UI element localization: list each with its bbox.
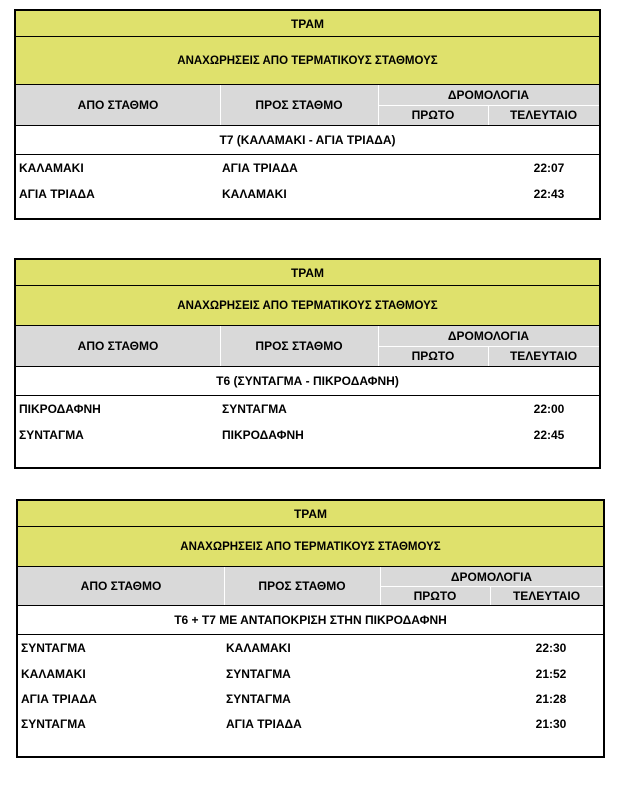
schedule-table-t7	[14, 9, 601, 220]
table-row	[18, 635, 603, 661]
table-subtitle: ΑΝΑΧΩΡΗΣΕΙΣ ΑΠΟ ΤΕΡΜΑΤΙΚΟΥΣ ΣΤΑΘΜΟΥΣ	[18, 527, 603, 567]
col-last-header: ΤΕΛΕΥΤΑΙΟ	[509, 349, 578, 363]
col-last-header: ΤΕΛΕΥΤΑΙΟ	[512, 588, 581, 603]
route-label: Τ7 (ΚΑΛΑΜΑΚΙ - ΑΓΙΑ ΤΡΙΑΔΑ)	[16, 125, 599, 155]
last-time: 22:45	[533, 428, 565, 442]
table-row	[16, 181, 599, 207]
from-station: ΑΓΙΑ ΤΡΙΑΔΑ	[19, 187, 95, 201]
last-time: 21:30	[535, 717, 567, 731]
last-time: 22:43	[533, 187, 565, 201]
table-subtitle: ΑΝΑΧΩΡΗΣΕΙΣ ΑΠΟ ΤΕΡΜΑΤΙΚΟΥΣ ΣΤΑΘΜΟΥΣ	[16, 286, 599, 326]
table-title: ΤΡΑΜ	[16, 260, 599, 286]
col-first-header: ΠΡΩΤΟ	[378, 105, 489, 125]
to-station: ΣΥΝΤΑΓΜΑ	[226, 667, 291, 681]
route-label: Τ6 + Τ7 ΜΕ ΑΝΤΑΠΟΚΡΙΣΗ ΣΤΗΝ ΠΙΚΡΟΔΑΦΝΗ	[18, 605, 603, 635]
from-station: ΣΥΝΤΑΓΜΑ	[21, 717, 86, 731]
col-from-header: ΑΠΟ ΣΤΑΘΜΟ	[18, 567, 225, 605]
col-to-header: ΠΡΟΣ ΣΤΑΘΜΟ	[220, 326, 379, 366]
col-schedules-header: ΔΡΟΜΟΛΟΓΙΑ	[380, 567, 603, 587]
table-row	[16, 396, 599, 422]
table-row	[16, 422, 599, 448]
to-station: ΑΓΙΑ ΤΡΙΑΔΑ	[222, 161, 298, 175]
table-row	[18, 661, 603, 687]
schedule-table-t6	[14, 258, 601, 469]
route-label: Τ6 (ΣΥΝΤΑΓΜΑ - ΠΙΚΡΟΔΑΦΝΗ)	[16, 366, 599, 396]
to-station: ΚΑΛΑΜΑΚΙ	[222, 187, 287, 201]
col-from-header: ΑΠΟ ΣΤΑΘΜΟ	[16, 85, 221, 125]
col-from-header: ΑΠΟ ΣΤΑΘΜΟ	[16, 326, 221, 366]
col-schedules-header: ΔΡΟΜΟΛΟΓΙΑ	[378, 326, 599, 347]
last-time: 22:00	[533, 402, 565, 416]
table-title: ΤΡΑΜ	[18, 501, 603, 527]
col-schedules-header: ΔΡΟΜΟΛΟΓΙΑ	[378, 85, 599, 106]
to-station: ΣΥΝΤΑΓΜΑ	[222, 402, 287, 416]
table-subtitle: ΑΝΑΧΩΡΗΣΕΙΣ ΑΠΟ ΤΕΡΜΑΤΙΚΟΥΣ ΣΤΑΘΜΟΥΣ	[16, 37, 599, 85]
col-to-header: ΠΡΟΣ ΣΤΑΘΜΟ	[220, 85, 379, 125]
col-first-header: ΠΡΩΤΟ	[380, 586, 491, 605]
col-first-header: ΠΡΩΤΟ	[378, 346, 489, 366]
last-time: 21:52	[535, 667, 567, 681]
col-to-header: ΠΡΟΣ ΣΤΑΘΜΟ	[224, 567, 381, 605]
table-header	[16, 326, 599, 366]
to-station: ΣΥΝΤΑΓΜΑ	[226, 692, 291, 706]
table-row	[18, 686, 603, 712]
col-last-header: ΤΕΛΕΥΤΑΙΟ	[509, 108, 578, 122]
table-title: ΤΡΑΜ	[16, 11, 599, 37]
table-row	[16, 155, 599, 181]
to-station: ΠΙΚΡΟΔΑΦΝΗ	[222, 428, 304, 442]
from-station: ΣΥΝΤΑΓΜΑ	[19, 428, 84, 442]
from-station: ΑΓΙΑ ΤΡΙΑΔΑ	[21, 692, 97, 706]
table-row	[18, 711, 603, 737]
table-header	[16, 85, 599, 125]
last-time: 22:07	[533, 161, 565, 175]
schedule-table-t6-t7	[16, 499, 605, 758]
from-station: ΚΑΛΑΜΑΚΙ	[21, 667, 86, 681]
to-station: ΚΑΛΑΜΑΚΙ	[226, 641, 291, 655]
from-station: ΠΙΚΡΟΔΑΦΝΗ	[19, 402, 101, 416]
last-time: 21:28	[535, 692, 567, 706]
from-station: ΚΑΛΑΜΑΚΙ	[19, 161, 84, 175]
to-station: ΑΓΙΑ ΤΡΙΑΔΑ	[226, 717, 302, 731]
from-station: ΣΥΝΤΑΓΜΑ	[21, 641, 86, 655]
table-header	[18, 567, 603, 605]
last-time: 22:30	[535, 641, 567, 655]
